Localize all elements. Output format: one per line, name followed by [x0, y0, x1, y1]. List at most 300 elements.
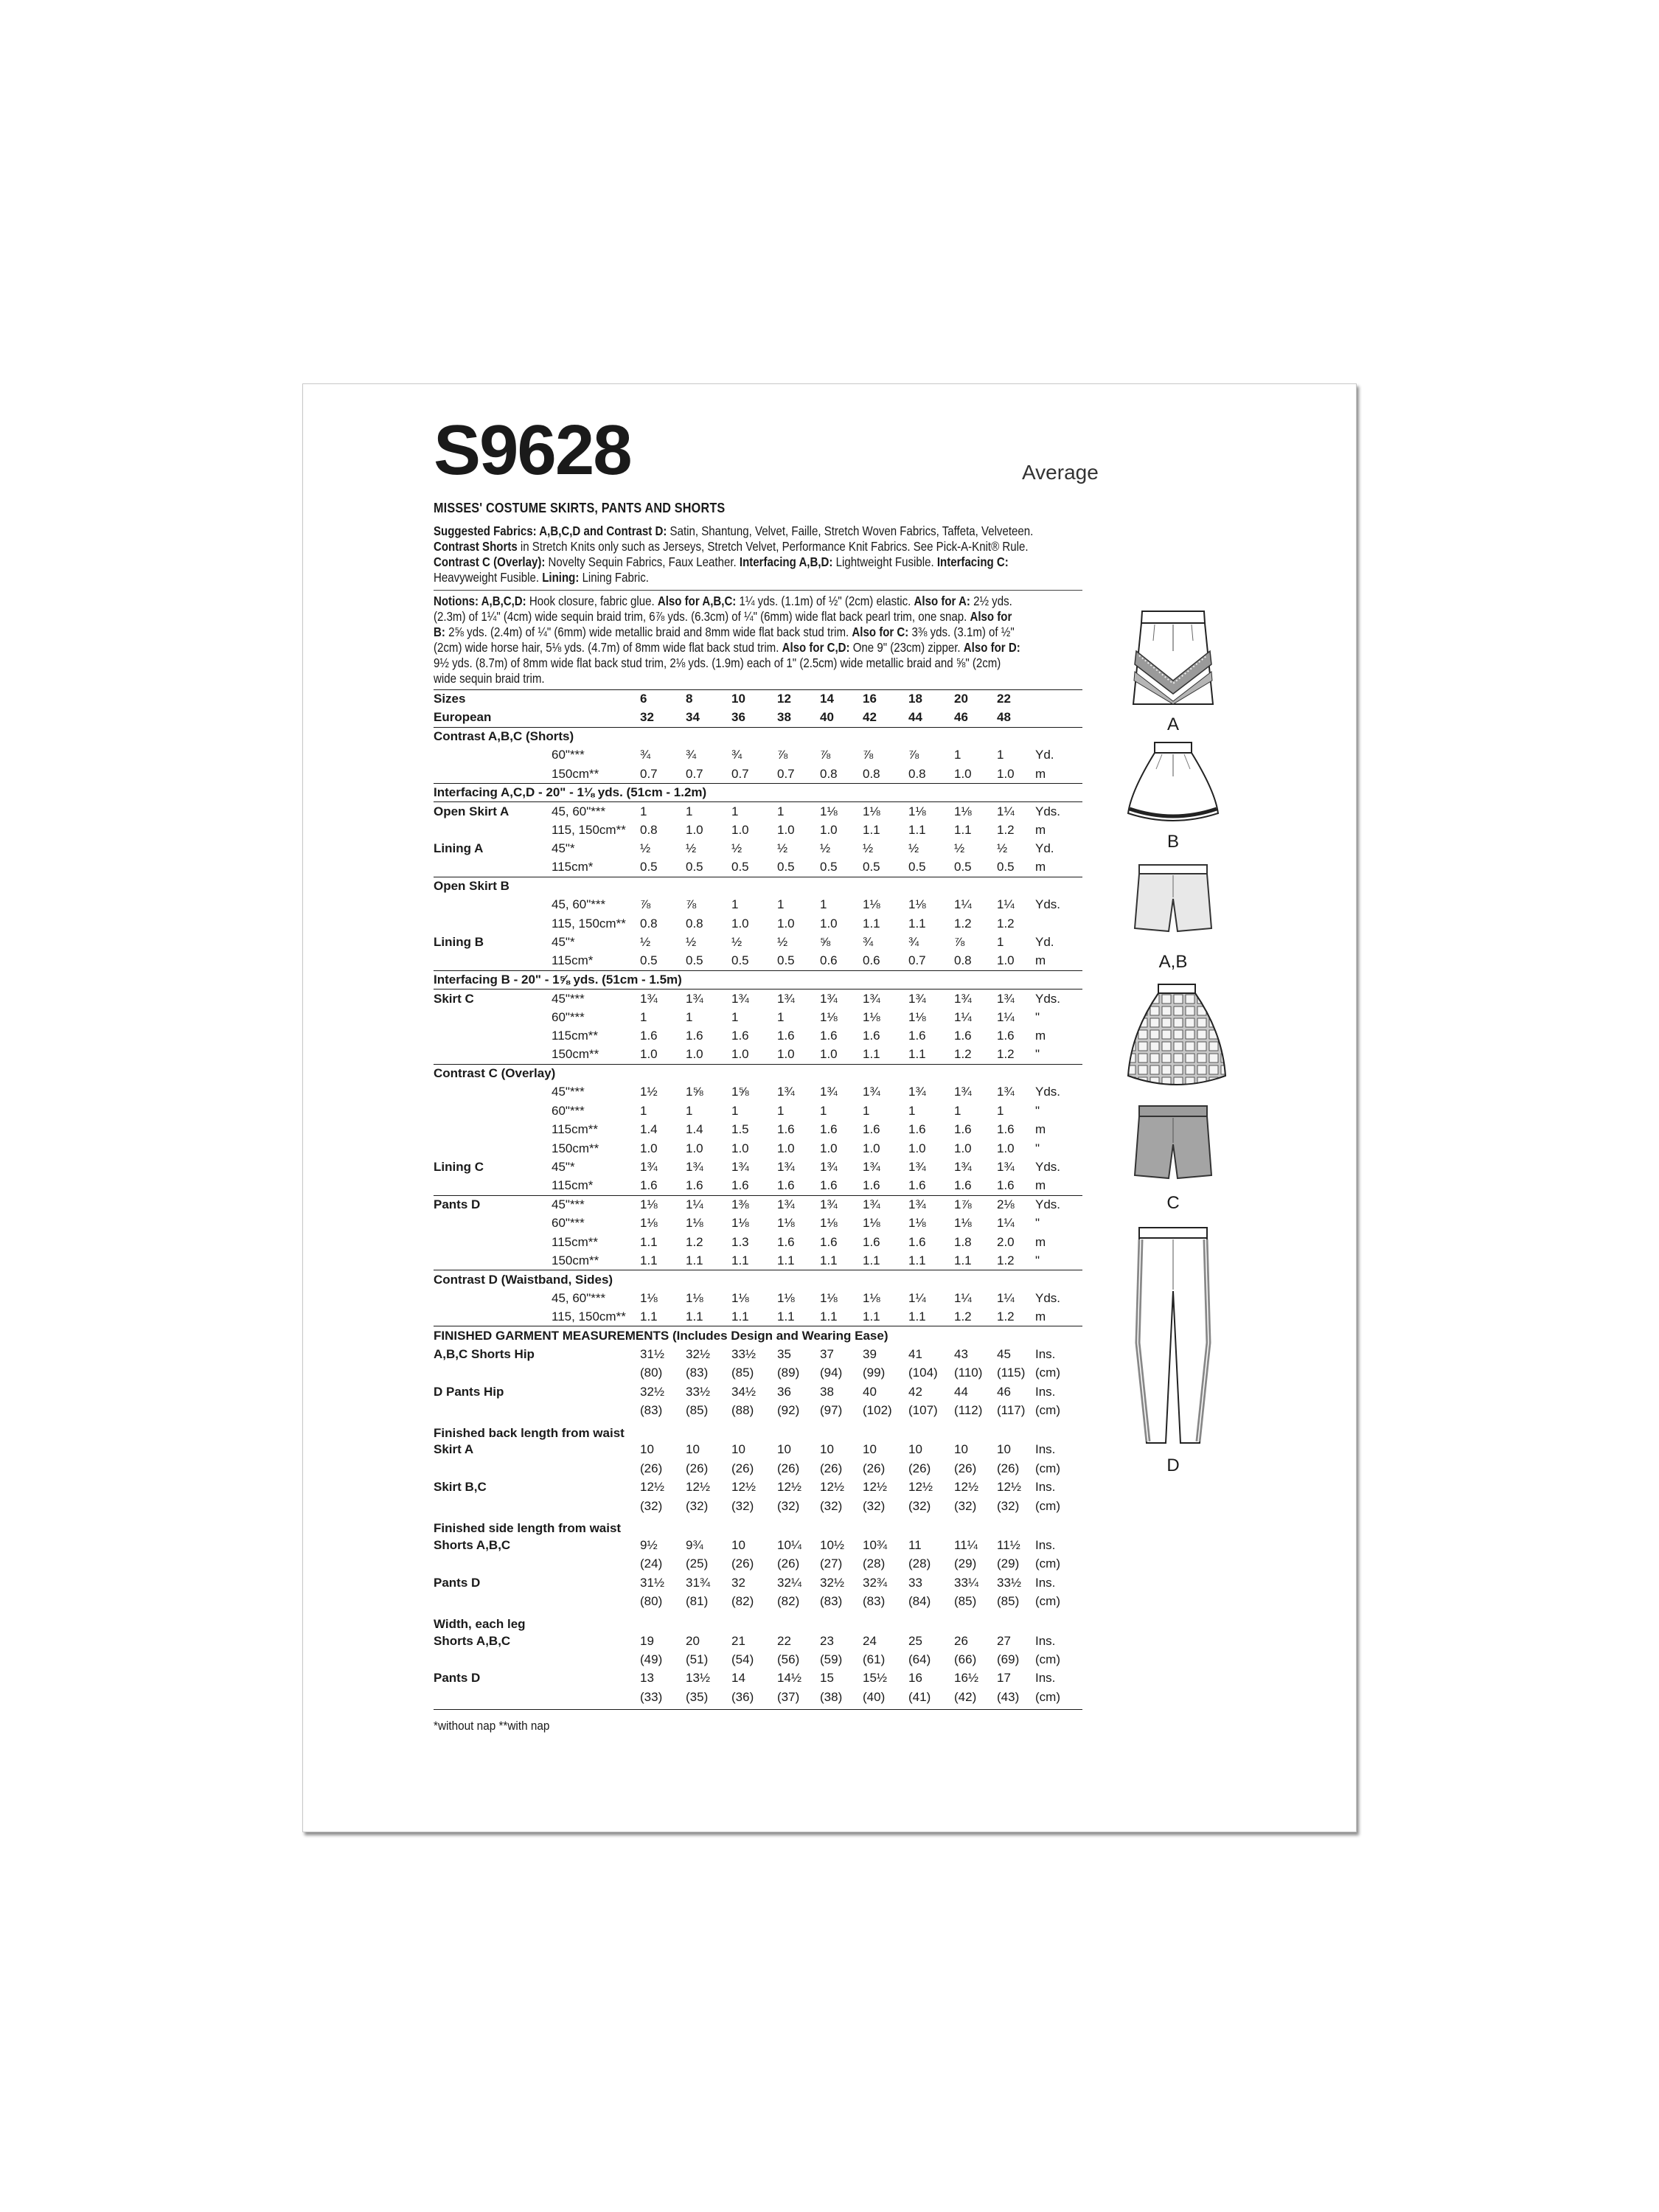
table-cell: 26	[954, 1633, 968, 1648]
row-label: Pants D	[434, 1671, 481, 1686]
row-label	[434, 1459, 552, 1478]
table-cell: 1⅛	[820, 802, 863, 821]
row-sublabel	[552, 1555, 640, 1573]
table-cell: 1.0	[777, 1047, 795, 1062]
table-cell: (32)	[777, 1498, 800, 1513]
table-row	[434, 821, 1082, 839]
table-cell: 12½	[640, 1480, 665, 1495]
table-cell: ⅞	[640, 897, 651, 912]
row-sublabel: 115cm*	[552, 953, 594, 968]
table-cell: (32)	[686, 1498, 709, 1513]
table-cell: 1¾	[954, 1159, 972, 1174]
view-a-skirt-illustration	[1125, 607, 1221, 710]
row-sublabel: 115cm*	[552, 1178, 594, 1193]
table-cell: 1.6	[640, 1029, 658, 1043]
table-cell: 1.0	[640, 1141, 658, 1155]
table-cell: 32	[731, 1575, 745, 1590]
row-label	[434, 1120, 552, 1138]
row-sublabel: 60"***	[552, 1009, 585, 1024]
table-cell: 0.5	[731, 953, 749, 968]
table-cell: 1.0	[997, 766, 1015, 781]
table-cell: 2.0	[997, 1234, 1015, 1249]
table-cell: 0.5	[640, 953, 658, 968]
table-cell: 15	[820, 1671, 834, 1686]
table-row	[434, 1441, 1082, 1459]
row-sublabel	[552, 1478, 640, 1497]
table-cell: 0.5	[640, 860, 658, 874]
table-cell: 1½	[640, 1085, 658, 1099]
table-cell: (26)	[954, 1461, 977, 1475]
table-cell: 1.4	[640, 1122, 658, 1137]
row-sublabel: 60"***	[552, 1216, 585, 1231]
table-cell: 1¼	[997, 1290, 1015, 1305]
row-sublabel	[552, 1497, 640, 1515]
table-cell: 1⅛	[820, 1290, 838, 1305]
table-cell: 1.6	[863, 1178, 880, 1193]
table-cell: 1.2	[954, 916, 972, 931]
table-cell: 32¼	[777, 1575, 802, 1590]
table-cell: 11¼	[954, 1537, 978, 1552]
table-cell: 1	[731, 897, 739, 912]
table-cell: 10	[908, 1442, 922, 1457]
row-label: Lining C	[434, 1159, 484, 1174]
table-cell: 1.0	[820, 822, 838, 837]
table-cell: (28)	[863, 1557, 886, 1571]
unit-cell: Yds.	[1035, 802, 1082, 821]
table-cell: 48	[997, 710, 1011, 725]
row-label: Pants D	[434, 1575, 481, 1590]
table-cell: (26)	[777, 1557, 800, 1571]
row-label: Contrast C (Overlay)	[434, 1064, 1082, 1082]
row-label	[434, 1139, 552, 1158]
table-cell: 1.0	[731, 916, 749, 931]
table-row	[434, 1401, 1082, 1419]
table-row	[434, 1382, 1082, 1401]
suggested-fabrics: Suggested Fabrics: A,B,C,D and Contrast D: Satin, Shantung, Velvet, Faille, Stretch Woven Fabrics, Taffeta, Velveteen. Contrast Shorts in Stretch Knits only such as Jerseys, Stretch Velvet, Performance Knit Fabrics. See Pick-A-Knit® Rule. Contrast C (Overlay): Novelty Sequin Fabrics, Faux Leather. Interfacing A,B,D: Lightweight Fusible. Interfacing C: Heavyweight Fusible. Lining: Lining Fabric.	[434, 524, 1034, 585]
row-label: Skirt A	[434, 1442, 474, 1457]
table-cell: 1⅛	[863, 802, 908, 821]
row-label	[434, 1233, 552, 1251]
table-cell: 1.6	[997, 1029, 1015, 1043]
table-cell: (32)	[908, 1498, 931, 1513]
table-cell: (84)	[908, 1594, 931, 1609]
pants-d-icon	[1129, 1225, 1217, 1446]
table-cell: 14½	[777, 1671, 802, 1686]
table-cell: 32	[640, 710, 654, 725]
size-range: Average	[1022, 461, 1099, 484]
unit-cell: m	[1035, 1029, 1046, 1043]
table-cell: (80)	[640, 1594, 663, 1609]
table-cell: (33)	[640, 1689, 663, 1704]
table-cell: 12½	[686, 1480, 711, 1495]
row-sublabel	[552, 1382, 640, 1401]
table-row	[434, 1688, 1082, 1706]
table-cell: 10	[731, 690, 777, 709]
table-cell: 1¾	[863, 1159, 880, 1174]
divider	[434, 1709, 1082, 1710]
table-cell: 1	[777, 1009, 785, 1024]
table-cell: (56)	[777, 1652, 800, 1666]
row-sublabel	[552, 1592, 640, 1610]
unit-cell: (cm)	[1035, 1652, 1060, 1666]
row-label	[434, 1592, 552, 1610]
table-cell: ½	[777, 841, 788, 856]
table-cell: 1¾	[820, 1085, 838, 1099]
table-row	[434, 1008, 1082, 1026]
table-cell: 1.1	[820, 1253, 838, 1267]
table-cell: 1¾	[731, 990, 777, 1008]
table-row	[434, 1497, 1082, 1515]
table-cell: 1¾	[777, 1159, 795, 1174]
table-cell: 1⅛	[863, 897, 880, 912]
unit-cell	[1035, 690, 1082, 709]
unit-cell: "	[1035, 1047, 1040, 1062]
row-label	[434, 1177, 552, 1195]
table-cell: 1	[908, 1103, 916, 1118]
table-cell: 0.8	[686, 916, 703, 931]
table-cell: (104)	[908, 1366, 938, 1380]
table-cell: (38)	[820, 1689, 843, 1704]
table-cell: 1	[997, 748, 1004, 762]
row-sublabel	[552, 1688, 640, 1706]
table-cell: ½	[686, 841, 697, 856]
table-cell: 1.0	[640, 1047, 658, 1062]
table-cell: 1.0	[820, 1141, 838, 1155]
table-cell: 1⅛	[863, 1009, 880, 1024]
unit-cell: Ins.	[1035, 1575, 1056, 1590]
table-cell: 14	[731, 1671, 745, 1686]
row-label	[434, 1251, 552, 1270]
table-cell: 1⅝	[686, 1085, 703, 1099]
table-cell: 1.0	[997, 1141, 1015, 1155]
table-cell: 0.5	[686, 953, 703, 968]
table-row	[434, 746, 1082, 765]
table-row	[434, 1120, 1082, 1138]
table-row	[434, 1459, 1082, 1478]
table-cell: 1	[640, 1009, 647, 1024]
row-sublabel	[552, 1364, 640, 1382]
row-sublabel: 45"***	[552, 1085, 585, 1099]
table-cell: 1.0	[820, 916, 838, 931]
divider	[434, 590, 1082, 591]
unit-cell: m	[1035, 860, 1046, 874]
table-cell: 10	[640, 1442, 654, 1457]
table-row	[434, 1478, 1082, 1497]
table-cell: 1.6	[954, 1029, 972, 1043]
table-row	[434, 1307, 1082, 1326]
table-cell: 1.1	[908, 1047, 926, 1062]
table-cell: (94)	[820, 1366, 843, 1380]
table-cell: (89)	[777, 1366, 800, 1380]
table-cell: 1.6	[820, 1234, 838, 1249]
row-label: Interfacing B - 20" - 1⅝ yds. (51cm - 1.5m)	[434, 970, 1082, 989]
table-cell: ½	[863, 841, 874, 856]
row-label	[434, 1289, 552, 1307]
table-cell: 1	[686, 1009, 693, 1024]
row-sublabel	[552, 1669, 640, 1688]
row-sublabel	[552, 1401, 640, 1419]
table-cell: (32)	[863, 1498, 886, 1513]
unit-cell: Yd.	[1035, 935, 1054, 950]
row-label: Finished side length from waist	[434, 1521, 622, 1536]
table-cell: 0.5	[908, 860, 926, 874]
table-cell: 1.1	[954, 1253, 972, 1267]
table-cell: 1¾	[777, 1195, 820, 1214]
table-cell: ⅞	[777, 748, 788, 762]
table-cell: ¾	[908, 935, 919, 950]
table-cell: 1⅛	[863, 1216, 880, 1231]
table-cell: 46	[954, 710, 968, 725]
row-label	[434, 914, 552, 933]
table-cell: 1	[777, 1103, 785, 1118]
table-cell: 10	[731, 1442, 745, 1457]
unit-cell: (cm)	[1035, 1403, 1060, 1418]
table-cell: 1¾	[686, 990, 731, 1008]
unit-cell: "	[1035, 1141, 1040, 1155]
table-cell: (59)	[820, 1652, 843, 1666]
table-cell: 1.6	[777, 1122, 795, 1137]
table-cell: 1.1	[731, 1253, 749, 1267]
row-sublabel: 45"***	[552, 990, 640, 1008]
table-row	[434, 1177, 1082, 1195]
table-cell: 1	[820, 1103, 827, 1118]
table-cell: 1.6	[731, 1029, 749, 1043]
table-cell: 1.0	[908, 1141, 926, 1155]
table-cell: 44	[954, 1384, 968, 1399]
table-cell: ¾	[731, 748, 742, 762]
table-cell: 38	[777, 710, 791, 725]
table-cell: 0.5	[686, 860, 703, 874]
table-cell: 1.1	[640, 1234, 658, 1249]
table-cell: 27	[997, 1633, 1011, 1648]
table-cell: 1.1	[954, 822, 972, 837]
unit-cell: "	[1035, 1009, 1040, 1024]
row-label	[434, 1650, 552, 1669]
view-d-label: D	[1166, 1455, 1180, 1475]
table-cell: 0.5	[777, 860, 795, 874]
row-sublabel	[552, 1536, 640, 1554]
table-cell: (82)	[731, 1594, 754, 1609]
yardage-table	[434, 689, 1082, 1706]
table-cell: 39	[863, 1346, 877, 1361]
table-cell: (83)	[820, 1594, 843, 1609]
table-cell: (115)	[997, 1366, 1026, 1380]
row-label: Shorts A,B,C	[434, 1633, 511, 1648]
table-cell: 1⅞	[954, 1195, 997, 1214]
table-cell: 34½	[731, 1384, 757, 1399]
table-cell: 0.8	[863, 766, 880, 781]
table-cell: 33¼	[954, 1575, 979, 1590]
table-cell: 0.5	[863, 860, 880, 874]
table-cell: 10	[954, 1442, 968, 1457]
table-cell: 1.0	[777, 916, 795, 931]
table-cell: (26)	[731, 1461, 754, 1475]
table-row	[434, 1158, 1082, 1176]
table-cell: 0.7	[640, 766, 658, 781]
row-sublabel: 115cm**	[552, 1029, 598, 1043]
table-cell: 1⅛	[820, 1216, 838, 1231]
table-cell: 12½	[731, 1480, 757, 1495]
table-cell: 12½	[777, 1480, 802, 1495]
table-cell: 1¼	[686, 1195, 731, 1214]
row-sublabel	[552, 1650, 640, 1669]
table-cell: 1⅛	[640, 1290, 658, 1305]
table-cell: 1¾	[863, 990, 908, 1008]
row-sublabel: 45, 60"***	[552, 802, 640, 821]
table-cell: 20	[686, 1633, 700, 1648]
table-cell: 1	[777, 802, 820, 821]
table-cell: 0.6	[820, 953, 838, 968]
row-label	[434, 1307, 552, 1326]
table-cell: (41)	[908, 1689, 931, 1704]
table-row	[434, 1064, 1082, 1082]
table-cell: (29)	[997, 1557, 1020, 1571]
table-cell: 18	[908, 690, 954, 709]
row-label: Skirt B,C	[434, 1480, 487, 1495]
table-cell: 1.1	[731, 1309, 749, 1324]
unit-cell: Ins.	[1035, 1442, 1056, 1457]
table-cell: (25)	[686, 1557, 709, 1571]
table-row	[434, 1102, 1082, 1120]
table-cell: 12½	[954, 1480, 979, 1495]
table-cell: (85)	[686, 1403, 709, 1418]
unit-cell: (cm)	[1035, 1366, 1060, 1380]
table-cell: 13	[640, 1671, 654, 1686]
view-d-pants-illustration	[1125, 1225, 1221, 1446]
row-label	[434, 896, 552, 914]
unit-cell: "	[1035, 1103, 1040, 1118]
table-cell: 1¼	[954, 1009, 972, 1024]
table-cell: 1.0	[954, 1141, 972, 1155]
table-cell: 1.2	[997, 916, 1015, 931]
table-cell: 1¾	[863, 1085, 880, 1099]
row-sublabel: 150cm**	[552, 766, 599, 781]
table-cell: 31½	[640, 1575, 665, 1590]
table-cell: 1.6	[908, 1178, 926, 1193]
table-cell: 1.5	[731, 1122, 749, 1137]
table-row	[434, 933, 1082, 952]
row-label: D Pants Hip	[434, 1384, 504, 1399]
table-cell: ½	[640, 841, 651, 856]
table-cell: (27)	[820, 1557, 843, 1571]
table-cell: 36	[731, 710, 745, 725]
table-row	[434, 1046, 1082, 1064]
table-cell: 2⅛	[997, 1195, 1035, 1214]
table-cell: (83)	[640, 1403, 663, 1418]
table-cell: (61)	[863, 1652, 886, 1666]
table-cell: (64)	[908, 1652, 931, 1666]
row-sublabel	[552, 1459, 640, 1478]
table-cell: 1.1	[640, 1253, 658, 1267]
row-label: Sizes	[434, 690, 552, 709]
row-label	[434, 746, 552, 765]
table-cell: (40)	[863, 1689, 886, 1704]
table-row	[434, 1270, 1082, 1289]
table-cell: 32¾	[863, 1575, 888, 1590]
table-row	[434, 1195, 1082, 1214]
table-cell: ½	[820, 841, 831, 856]
table-row	[434, 709, 1082, 727]
row-label: Contrast A,B,C (Shorts)	[434, 727, 1082, 745]
table-cell: 37	[820, 1346, 834, 1361]
unit-cell: m	[1035, 1178, 1046, 1193]
table-cell: 1¾	[640, 990, 686, 1008]
table-cell: 1¾	[863, 1195, 908, 1214]
shorts-c-icon	[1129, 1103, 1217, 1184]
table-row	[434, 990, 1082, 1008]
table-cell: 1.3	[731, 1234, 749, 1249]
table-cell: ⅞	[820, 748, 831, 762]
row-sublabel: 45"***	[552, 1195, 640, 1214]
row-label: FINISHED GARMENT MEASUREMENTS (Includes Design and Wearing Ease)	[434, 1326, 1082, 1345]
table-cell: 45	[997, 1346, 1011, 1361]
table-cell: ⅞	[954, 935, 965, 950]
row-sublabel: 115, 150cm**	[552, 916, 626, 931]
notions: Notions: A,B,C,D: Hook closure, fabric glue. Also for A,B,C: 1¼ yds. (1.1m) of ½" (2cm) elastic. Also for A: 2½ yds. (2.3m) of 1¼" (4cm) wide sequin braid trim, 6⅞ yds. (6.3cm) of ¼" (6mm) wide flat back pearl trim, one snap. Also for B: 2⅝ yds. (2.4m) of ¼" (6mm) wide metallic braid and 8mm wide flat back stud trim. Also for C: 3⅜ yds. (3.1m) of ½" (2cm) wide horse hair, 5⅛ yds. (4.7m) of 8mm wide flat back stud trim. Also for C,D: One 9" (23cm) zipper. Also for D: 9½ yds. (8.7m) of 8mm wide flat back stud trim, 2⅛ yds. (1.9m) each of 1" (2.5cm) wide metallic braid and ⅝" (2cm) wide sequin braid trim.	[434, 594, 1020, 686]
table-cell: ⅞	[908, 748, 919, 762]
row-sublabel	[552, 1441, 640, 1459]
table-cell: 10	[863, 1442, 877, 1457]
table-row	[434, 1233, 1082, 1251]
table-cell: ¾	[640, 748, 651, 762]
table-cell: 1¾	[908, 990, 954, 1008]
table-cell: 35	[777, 1346, 791, 1361]
table-cell: 10¼	[777, 1537, 802, 1552]
row-sublabel: 115cm*	[552, 860, 594, 874]
table-cell: 10	[686, 1442, 700, 1457]
unit-cell: Yd.	[1035, 841, 1054, 856]
row-label	[434, 1008, 552, 1026]
table-row	[434, 1592, 1082, 1610]
view-a-label: A	[1166, 714, 1179, 734]
table-cell: (81)	[686, 1594, 709, 1609]
table-cell: 1.1	[640, 1309, 658, 1324]
table-cell: (54)	[731, 1652, 754, 1666]
table-cell: 1.0	[777, 1141, 795, 1155]
table-cell: 42	[863, 710, 877, 725]
table-cell: 12½	[820, 1480, 845, 1495]
unit-cell: Yds.	[1035, 1085, 1061, 1099]
table-cell: 1⅛	[908, 1216, 926, 1231]
table-cell: 1⅛	[777, 1216, 795, 1231]
unit-cell: Ins.	[1035, 1537, 1056, 1552]
pattern-info	[434, 501, 1082, 1733]
table-cell: 1.6	[908, 1122, 926, 1137]
table-cell: (82)	[777, 1594, 800, 1609]
table-cell: 21	[731, 1633, 745, 1648]
table-cell: 1.6	[731, 1178, 749, 1193]
table-cell: 1.8	[954, 1234, 972, 1249]
table-cell: (69)	[997, 1652, 1020, 1666]
table-cell: 17	[997, 1671, 1011, 1686]
row-label	[434, 1401, 552, 1419]
table-cell: ¾	[686, 748, 697, 762]
table-cell: 34	[686, 710, 700, 725]
table-cell: 1.6	[640, 1178, 658, 1193]
table-cell: 1	[777, 897, 785, 912]
table-cell: 1.0	[686, 1047, 703, 1062]
table-cell: 12½	[863, 1480, 888, 1495]
table-cell: 9¾	[686, 1537, 703, 1552]
table-cell: 1¾	[954, 990, 997, 1008]
table-cell: 1.6	[997, 1178, 1015, 1193]
table-cell: 0.5	[997, 860, 1015, 874]
table-cell: 1	[954, 1103, 961, 1118]
unit-cell	[1035, 709, 1082, 727]
table-cell: 1	[686, 802, 731, 821]
table-cell: (26)	[908, 1461, 931, 1475]
table-cell: 1.2	[954, 1047, 972, 1062]
